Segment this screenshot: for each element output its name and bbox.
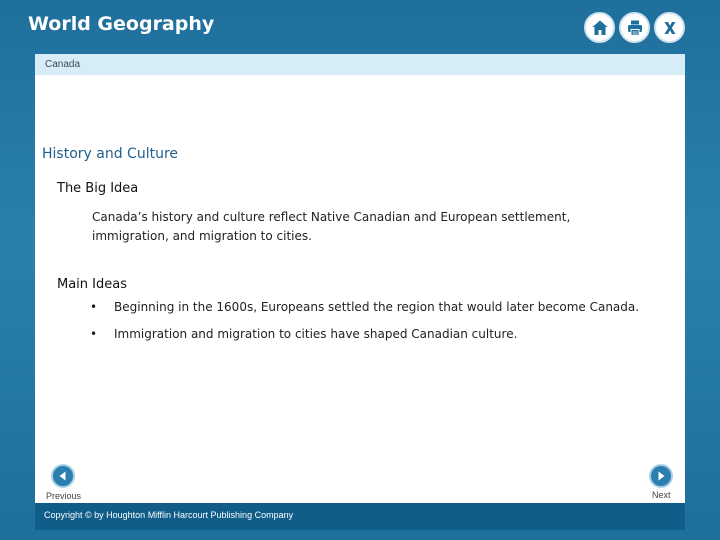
next-button[interactable] bbox=[649, 464, 673, 488]
main-idea-text: Immigration and migration to cities have shaped Canadian culture. bbox=[114, 327, 518, 341]
content-panel bbox=[35, 54, 685, 503]
bullet: • bbox=[90, 300, 98, 314]
section-title: History and Culture bbox=[42, 146, 179, 162]
top-toolbar bbox=[584, 12, 685, 43]
breadcrumb-label: Canada bbox=[45, 59, 81, 70]
previous-button[interactable] bbox=[51, 464, 75, 488]
previous-label[interactable]: Previous bbox=[46, 491, 82, 501]
close-button[interactable] bbox=[654, 12, 685, 43]
arrow-left-icon bbox=[57, 470, 69, 482]
printer-icon bbox=[626, 19, 644, 37]
footer-bar bbox=[35, 503, 685, 530]
main-ideas-heading: Main Ideas bbox=[57, 277, 127, 292]
close-icon bbox=[661, 19, 679, 37]
big-idea-heading: The Big Idea bbox=[57, 181, 139, 196]
home-button[interactable] bbox=[584, 12, 615, 43]
next-label[interactable]: Next bbox=[652, 490, 671, 500]
print-button[interactable] bbox=[619, 12, 650, 43]
breadcrumb bbox=[35, 54, 685, 75]
app-title: World Geography bbox=[28, 13, 215, 35]
big-idea-text: Canada’s history and culture reflect Native Canadian and European settlement, immigration, and migration to cities. bbox=[92, 210, 571, 243]
bullet: • bbox=[90, 327, 98, 341]
home-icon bbox=[591, 19, 609, 37]
copyright-text: Copyright © by Houghton Mifflin Harcourt Publishing Company bbox=[44, 510, 294, 520]
main-idea-text: Beginning in the 1600s, Europeans settled the region that would later become Canada. bbox=[114, 300, 640, 314]
arrow-right-icon bbox=[655, 470, 667, 482]
